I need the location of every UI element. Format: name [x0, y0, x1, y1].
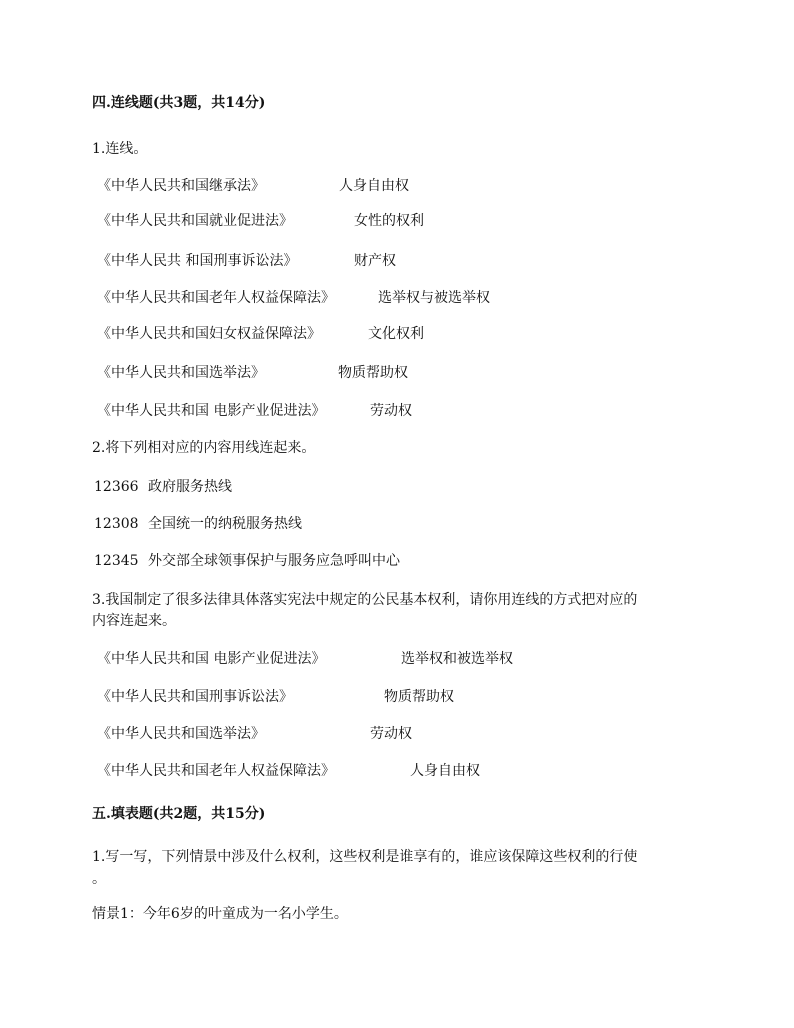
q1-left-item: 《中华人民共和国 电影产业促进法》	[97, 403, 326, 419]
q2-prompt: 2.将下列相对应的内容用线连起来。	[92, 440, 316, 456]
q1-right-item: 选举权与被选举权	[378, 290, 490, 306]
q1-right-item: 女性的权利	[354, 213, 424, 229]
q3-prompt-line2: 内容连起来。	[92, 613, 176, 629]
q3-right-item: 劳动权	[370, 726, 412, 742]
q3-left-item: 《中华人民共和国选举法》	[97, 726, 265, 742]
section-5-title: 五.填表题(共2题，共15分)	[92, 806, 266, 822]
q3-prompt-line1: 3.我国制定了很多法律具体落实宪法中规定的公民基本权利，请你用连线的方式把对应的	[92, 592, 638, 608]
q3-left-item: 《中华人民共和国 电影产业促进法》	[97, 651, 326, 667]
q1-right-item: 文化权利	[368, 326, 424, 342]
q3-left-item: 《中华人民共和国刑事诉讼法》	[97, 689, 293, 705]
s5-q1-line2: 。	[92, 871, 106, 887]
q3-right-item: 选举权和被选举权	[401, 651, 513, 667]
q1-left-item: 《中华人民共 和国刑事诉讼法》	[97, 253, 298, 269]
q3-left-item: 《中华人民共和国老年人权益保障法》	[97, 763, 335, 779]
q1-right-item: 物质帮助权	[338, 365, 408, 381]
q3-right-item: 人身自由权	[410, 763, 480, 779]
q1-left-item: 《中华人民共和国选举法》	[97, 365, 265, 381]
scene-1: 情景1：今年6岁的叶童成为一名小学生。	[92, 906, 348, 922]
q3-right-item: 物质帮助权	[384, 689, 454, 705]
q1-left-item: 《中华人民共和国妇女权益保障法》	[97, 326, 321, 342]
q2-number: 12308	[94, 516, 139, 532]
s5-q1-line1: 1.写一写，下列情景中涉及什么权利，这些权利是谁享有的，谁应该保障这些权利的行使	[92, 849, 638, 865]
q2-text: 全国统一的纳税服务热线	[148, 516, 302, 532]
q1-right-item: 人身自由权	[339, 178, 409, 194]
q1-left-item: 《中华人民共和国老年人权益保障法》	[97, 290, 335, 306]
q2-number: 12345	[94, 553, 139, 569]
q1-right-item: 劳动权	[370, 403, 412, 419]
q1-left-item: 《中华人民共和国继承法》	[97, 178, 265, 194]
q2-text: 外交部全球领事保护与服务应急呼叫中心	[148, 553, 400, 569]
q1-right-item: 财产权	[354, 253, 396, 269]
section-4-title: 四.连线题(共3题，共14分)	[92, 95, 266, 111]
q1-left-item: 《中华人民共和国就业促进法》	[97, 213, 293, 229]
q2-number: 12366	[94, 479, 139, 495]
q2-text: 政府服务热线	[148, 479, 232, 495]
q1-prompt: 1.连线。	[92, 141, 148, 157]
